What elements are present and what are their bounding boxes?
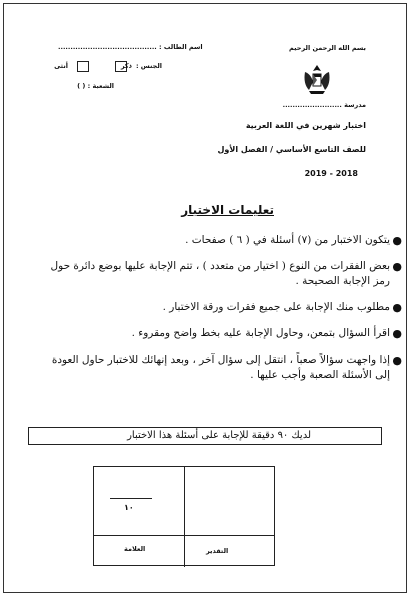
exam-title: اختبار شهرين في اللغة العربية [245,121,366,130]
female-checkbox[interactable] [77,61,89,72]
evaluation-label: التقدير [206,547,229,555]
student-name-line[interactable]: ........................................ [58,43,157,51]
school-label: مدرسة [344,101,366,109]
grade-table [93,466,275,566]
female-label: أنثى [54,62,68,70]
student-name-label: اسم الطالب : [159,43,203,51]
bullet-icon: ● [392,301,402,314]
bullet-icon: ● [392,327,402,340]
instruction-item: ● بعض الفقرات من النوع ( اختيار من متعدد ) ، تتم الإجابة عليها بوضع دائرة حول رمز الإجابة الصحيحة . [50,260,402,287]
time-notice: لديك ٩٠ دقيقة للإجابة على أسئلة هذا الاختبار [28,427,382,445]
student-name-field [58,43,203,51]
instruction-item: ● يتكون الاختبار من (٧) أسئلة في ( ٦ ) صفحات . [185,234,402,247]
instruction-item: ● مطلوب منك الإجابة على جميع فقرات ورقة الاختبار . [162,301,402,314]
total-mark: ١٠ [124,503,134,512]
instructions-heading: تعليمات الاختبار [181,203,274,217]
palestine-emblem-icon [299,62,335,98]
bullet-icon: ● [392,354,402,367]
mark-label: العلامة [124,545,146,553]
male-label: ذكر [120,62,132,70]
gender-label: الجنس : [135,62,162,70]
section-field: الشعبة : ( ) [77,82,114,90]
grade-divider-horizontal [94,535,274,536]
instruction-item: ● إذا واجهت سؤالاً صعباً ، انتقل إلى سؤال آخر ، وبعد إنهائك للاختبار حاول العودة إلى الأسئلة الصعبة وأجب عليها . [51,354,402,381]
academic-year: 2019 - 2018 [304,169,358,178]
instruction-item: ● اقرأ السؤال بتمعن، وحاول الإجابة عليه بخط واضح ومقروء . [131,327,402,340]
school-line: ........................ [282,101,342,109]
basmala: بسم الله الرحمن الرحيم [289,44,366,52]
fraction-line [110,498,152,499]
bullet-icon: ● [392,234,402,247]
grade-divider-vertical [184,467,185,567]
bullet-icon: ● [392,260,402,273]
school-field [283,101,366,109]
grade-semester: للصف التاسع الأساسي / الفصل الأول [217,145,366,154]
